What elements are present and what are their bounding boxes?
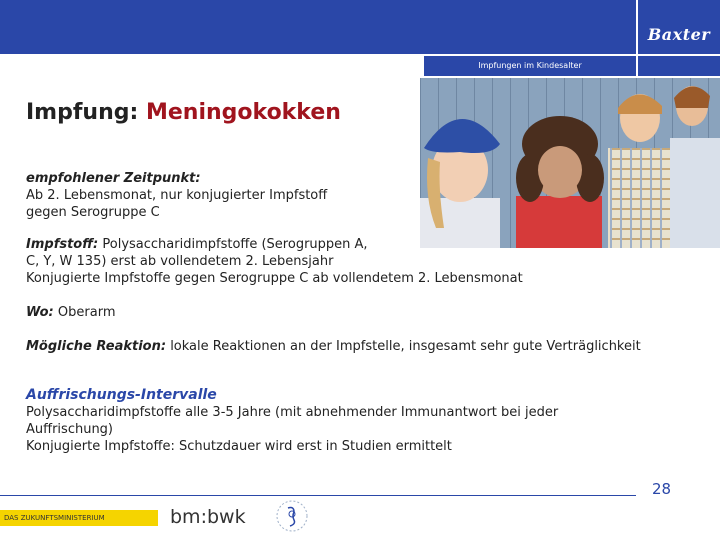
section-zeitpunkt xyxy=(26,170,327,221)
wo-text: Oberarm xyxy=(57,305,116,320)
section-reaktion xyxy=(26,338,641,355)
seal-icon xyxy=(268,496,316,536)
page-title xyxy=(26,100,341,125)
brand-logo: Baxter xyxy=(647,25,711,44)
zeitpunkt-label: empfohlener Zeitpunkt: xyxy=(26,171,201,186)
zeitpunkt-line: gegen Serogruppe C xyxy=(26,205,160,220)
auffrischung-label: Auffrischungs-Intervalle xyxy=(26,387,217,403)
zeitpunkt-line: Ab 2. Lebensmonat, nur konjugierter Impfstoff xyxy=(26,188,328,203)
wo-label: Wo: xyxy=(26,305,54,320)
impfstoff-line: Konjugierte Impfstoffe gegen Serogruppe C ab vollendetem 2. Lebensmonat xyxy=(26,271,523,286)
footer-divider xyxy=(0,495,636,496)
impfstoff-label: Impfstoff: xyxy=(26,237,99,252)
impfstoff-first-line: Polysaccharidimpfstoffe (Serogruppen A, xyxy=(102,237,368,252)
page-number: 28 xyxy=(652,480,672,498)
section-wo xyxy=(26,304,115,321)
ministry-label: DAS ZUKUNFTSMINISTERIUM xyxy=(4,514,105,522)
header-right-strip xyxy=(638,56,720,76)
auffrischung-line: Konjugierte Impfstoffe: Schutzdauer wird erst in Studien ermittelt xyxy=(26,439,452,454)
header-subtitle: Impfungen im Kindesalter xyxy=(478,61,582,70)
reaktion-text: lokale Reaktionen an der Impfstelle, insgesamt sehr gute Verträglichkeit xyxy=(170,339,641,354)
impfstoff-line: C, Y, W 135) erst ab vollendetem 2. Lebensjahr xyxy=(26,254,334,269)
reaktion-label: Mögliche Reaktion: xyxy=(26,339,167,354)
ministry-logo: bm:bwk xyxy=(170,506,246,528)
children-photo xyxy=(420,78,720,248)
title-prefix: Impfung: xyxy=(26,100,139,125)
auffrischung-line: Polysaccharidimpfstoffe alle 3-5 Jahre (mit abnehmender Immunantwort bei jeder xyxy=(26,405,559,420)
children-photo-illustration xyxy=(420,78,720,248)
header-bar xyxy=(0,0,636,54)
section-impfstoff xyxy=(26,236,523,287)
section-auffrischung xyxy=(26,387,558,455)
auffrischung-line: Auffrischung) xyxy=(26,422,114,437)
title-name: Meningokokken xyxy=(145,100,341,125)
